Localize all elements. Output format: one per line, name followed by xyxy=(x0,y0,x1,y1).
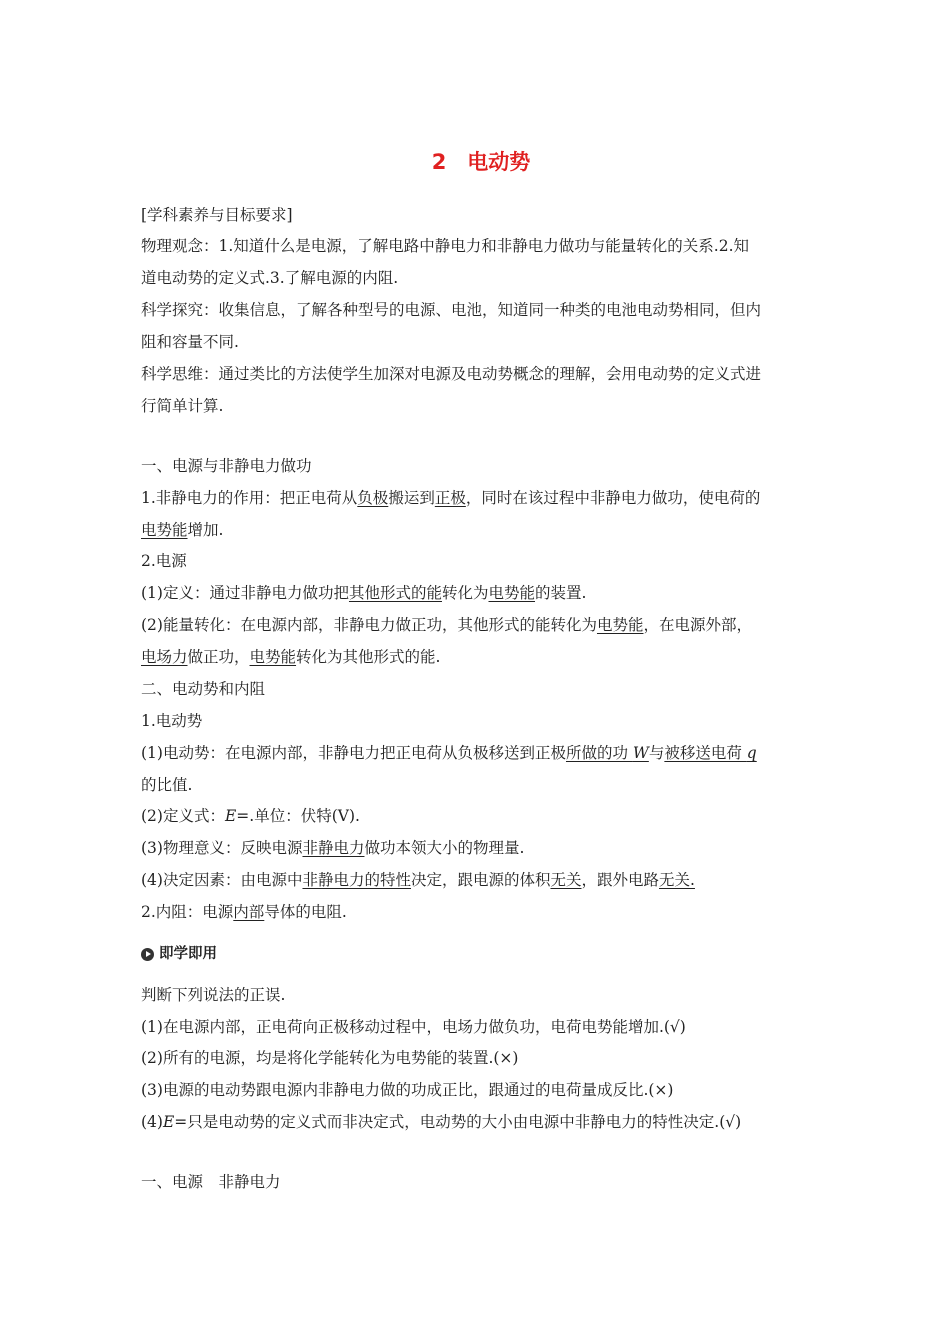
underlined-answer: 非静电力的特性 xyxy=(302,871,411,889)
variable: E xyxy=(162,1113,175,1131)
underlined-answer: 非静电力 xyxy=(302,839,365,857)
text: 做正功， xyxy=(187,648,250,666)
text: 与 xyxy=(648,744,665,762)
paragraph xyxy=(141,743,757,763)
quiz-item: (2)所有的电源，均是将化学能转化为电势能的装置.(×) xyxy=(141,1049,519,1067)
text: 搬运到 xyxy=(388,489,435,507)
quiz-item xyxy=(141,1112,741,1132)
text: =只是电动势的定义式而非决定式，电动势的大小由电源中非静电力的特性决定.(√) xyxy=(174,1113,742,1131)
text: ，跟外电路 xyxy=(581,871,660,889)
goals-line: 科学探究：收集信息，了解各种型号的电源、电池，知道同一种类的电池电动势相同，但内 xyxy=(141,301,762,319)
text: (3)物理意义：反映电源 xyxy=(141,839,303,857)
paragraph xyxy=(141,488,760,508)
text: 转化为其他形式的能. xyxy=(296,648,441,666)
paragraph xyxy=(141,838,524,858)
paragraph xyxy=(141,870,695,890)
paragraph xyxy=(141,615,752,635)
paragraph: 的比值. xyxy=(141,776,193,794)
goals-line: 道电动势的定义式.3.了解电源的内阻. xyxy=(141,269,399,287)
section-heading: 一、电源与非静电力做功 xyxy=(141,457,312,475)
quiz-item: (1)在电源内部，正电荷向正极移动过程中，电场力做负功，电荷电势能增加.(√) xyxy=(141,1018,686,1036)
variable: E xyxy=(224,807,237,825)
underlined-answer: 电势能 xyxy=(596,616,644,634)
goals-line: 阻和容量不同. xyxy=(141,333,239,351)
text: 决定，跟电源的体积 xyxy=(410,871,551,889)
section-heading: 二、电动势和内阻 xyxy=(141,680,266,698)
text: 做功本领大小的物理量. xyxy=(364,839,525,857)
paragraph xyxy=(141,583,586,603)
underlined-answer: 负极 xyxy=(357,489,389,507)
text: 导体的电阻. xyxy=(264,903,347,921)
text: 1.非静电力的作用：把正电荷从 xyxy=(141,489,358,507)
underlined-answer xyxy=(664,744,756,762)
paragraph xyxy=(141,647,440,667)
text: 转化为 xyxy=(441,584,489,602)
underlined-answer: 电势能 xyxy=(141,521,188,539)
text: (4) xyxy=(141,1113,163,1131)
underlined-answer: 电势能 xyxy=(488,584,536,602)
text: ，同时在该过程中非静电力做功，使电荷的 xyxy=(465,489,761,507)
section-heading: 一、电源 非静电力 xyxy=(141,1173,281,1191)
quiz-intro: 判断下列说法的正误. xyxy=(141,986,286,1004)
text: (2)定义式： xyxy=(141,807,225,825)
text: (2)能量转化：在电源内部，非静电力做正功，其他形式的能转化为 xyxy=(141,616,597,634)
quiz-item: (3)电源的电动势跟电源内非静电力做的功成正比，跟通过的电荷量成反比.(×) xyxy=(141,1081,674,1099)
underlined-answer: 电场力 xyxy=(141,648,188,666)
text: 2.内阻：电源 xyxy=(141,903,234,921)
variable: q xyxy=(746,744,757,762)
paragraph: 1.电动势 xyxy=(141,712,203,730)
goals-header: [学科素养与目标要求] xyxy=(141,206,293,224)
text: 所做的功 xyxy=(565,744,633,762)
play-circle-icon xyxy=(141,948,154,961)
paragraph xyxy=(141,806,360,826)
underlined-answer: 内部 xyxy=(233,903,265,921)
text: =.单位：伏特(V). xyxy=(236,807,360,825)
paragraph xyxy=(141,902,347,922)
underlined-answer xyxy=(566,744,649,762)
paragraph: 2.电源 xyxy=(141,552,187,570)
text: (4)决定因素：由电源中 xyxy=(141,871,303,889)
variable: W xyxy=(632,744,649,762)
paragraph xyxy=(141,520,223,540)
underlined-answer: 电势能 xyxy=(249,648,297,666)
text: ，在电源外部， xyxy=(643,616,752,634)
text: 增加. xyxy=(187,521,224,539)
goals-line: 行简单计算. xyxy=(141,397,224,415)
page-title: 2 电动势 xyxy=(431,150,531,174)
quiz-label-text: 即学即用 xyxy=(159,946,217,962)
underlined-answer: 无关. xyxy=(659,871,695,889)
text: 被移送电荷 xyxy=(664,744,747,762)
underlined-answer: 无关 xyxy=(550,871,582,889)
text: (1)定义：通过非静电力做功把 xyxy=(141,584,349,602)
goals-line: 物理观念：1.知道什么是电源，了解电路中静电力和非静电力做功与能量转化的关系.2.知 xyxy=(141,237,750,255)
text: (1)电动势：在电源内部，非静电力把正电荷从负极移送到正极 xyxy=(141,744,566,762)
text: 的装置. xyxy=(535,584,587,602)
goals-line: 科学思维：通过类比的方法使学生加深对电源及电动势概念的理解，会用电动势的定义式进 xyxy=(141,365,762,383)
underlined-answer: 其他形式的能 xyxy=(348,584,442,602)
underlined-answer: 正极 xyxy=(434,489,466,507)
quiz-label xyxy=(141,944,217,964)
